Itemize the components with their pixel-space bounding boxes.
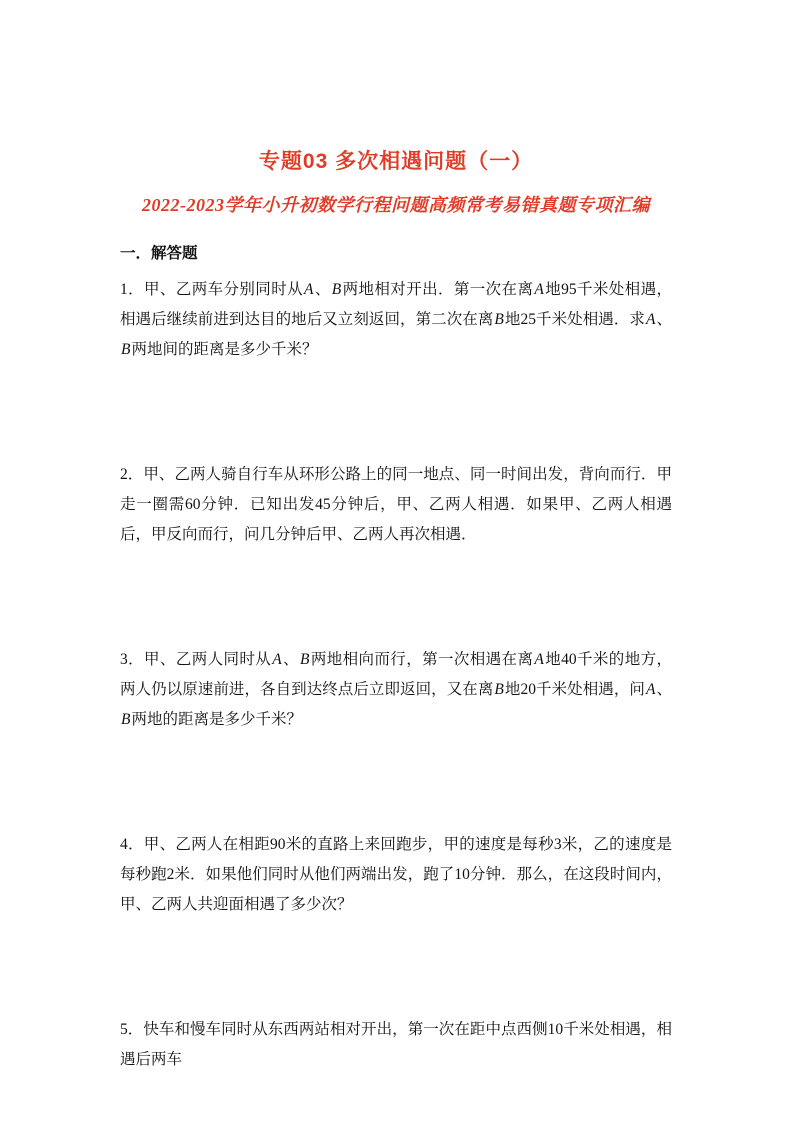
- problem-3: 3．甲、乙两人同时从A、B两地相向而行，第一次相遇在离A地40千米的地方，两人仍以原速前进，各自到达终点后立即返回，又在离B地20千米处相遇，问A、B两地的距离是多少千米？: [120, 651, 672, 728]
- problem-5: 5．快车和慢车同时从东西两站相对开出，第一次在距中点西侧10千米处相遇，相遇后两车: [120, 1021, 672, 1068]
- problem-4: 4．甲、乙两人在相距90米的直路上来回跑步，甲的速度是每秒3米，乙的速度是每秒跑2米．如果他们同时从他们两端出发，跑了10分钟．那么，在这段时间内，甲、乙两人共迎面相遇了多少次？: [120, 836, 672, 913]
- problem-1: 1．甲、乙两车分别同时从A、B两地相对开出．第一次在离A地95千米处相遇，相遇后继续前进到达目的地后又立刻返回，第二次在离B地25千米处相遇．求A、B两地间的距离是多少千米？: [120, 281, 672, 358]
- page-subtitle: 2022-2023学年小升初数学行程问题高频常考易错真题专项汇编: [142, 195, 650, 215]
- section-heading: 一．解答题: [120, 245, 198, 262]
- page-title: 专题03 多次相遇问题（一）: [258, 150, 534, 173]
- problem-2: 2．甲、乙两人骑自行车从环形公路上的同一地点、同一时间出发，背向而行．甲走一圈需60分钟．已知出发45分钟后，甲、乙两人相遇．如果甲、乙两人相遇后，甲反向而行，问几分钟后甲、乙两人再次相遇．: [120, 466, 672, 543]
